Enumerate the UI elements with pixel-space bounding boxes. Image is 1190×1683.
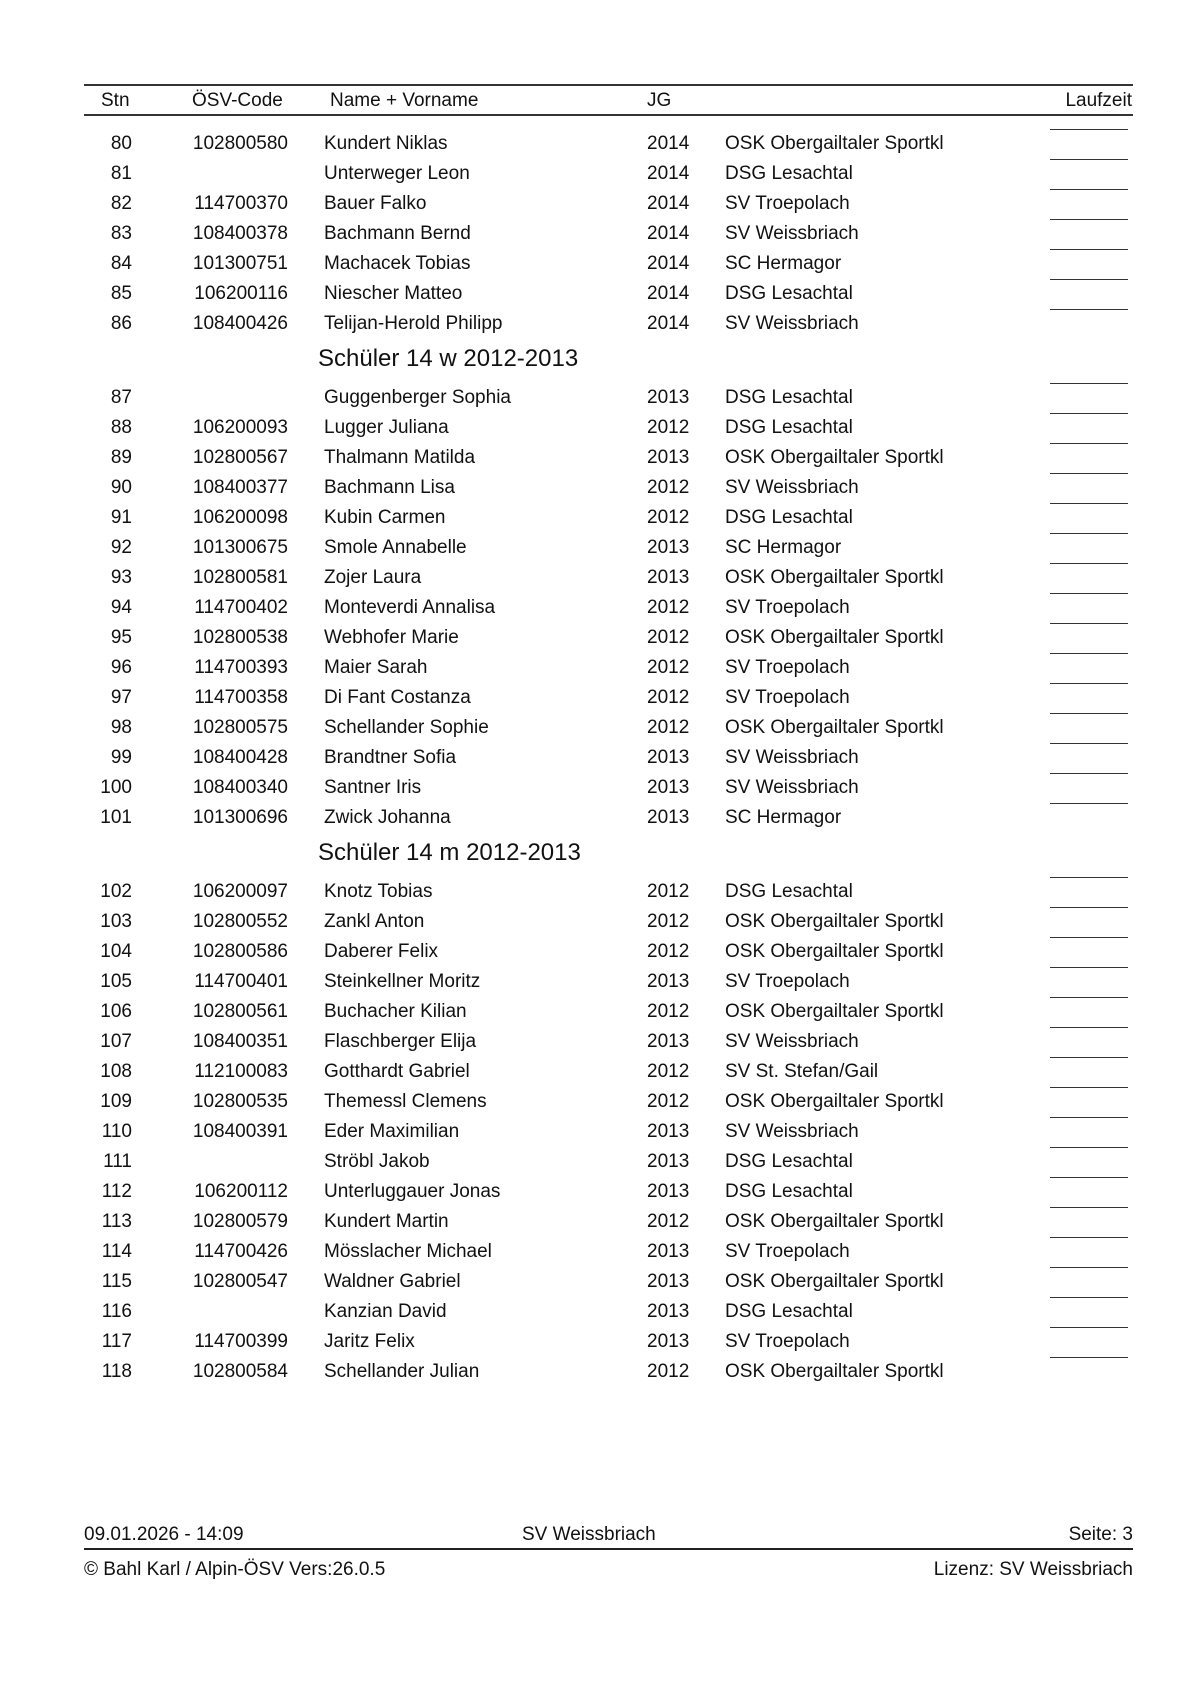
run-time-blank	[1050, 383, 1128, 384]
run-time-blank	[1050, 967, 1128, 968]
osv-code: 102800535	[192, 1091, 288, 1112]
table-row	[0, 413, 1190, 443]
run-time-blank	[1050, 1297, 1128, 1298]
start-number: 114	[101, 1241, 132, 1262]
start-number: 88	[110, 417, 132, 438]
table-row	[0, 1207, 1190, 1237]
start-number: 104	[100, 941, 132, 962]
athlete-name: Maier Sarah	[324, 657, 428, 678]
birth-year: 2013	[647, 1151, 690, 1172]
birth-year: 2012	[647, 1211, 690, 1232]
club-name: SV Troepolach	[725, 597, 850, 618]
osv-code: 106200116	[194, 283, 288, 304]
osv-code: 106200093	[192, 417, 288, 438]
run-time-blank	[1050, 1267, 1128, 1268]
club-name: DSG Lesachtal	[725, 1181, 853, 1202]
athlete-name: Steinkellner Moritz	[324, 971, 481, 992]
run-time-blank	[1050, 1117, 1128, 1118]
osv-code: 101300696	[192, 807, 288, 828]
club-name: OSK Obergailtaler Sportkl	[725, 1211, 944, 1232]
start-number: 89	[110, 447, 132, 468]
footer-page: Seite: 3	[1068, 1524, 1133, 1545]
header-jg: JG	[647, 90, 672, 111]
table-row	[0, 1297, 1190, 1327]
run-time-blank	[1050, 593, 1128, 594]
club-name: OSK Obergailtaler Sportkl	[725, 911, 944, 932]
club-name: SV Troepolach	[725, 657, 850, 678]
athlete-name: Zankl Anton	[324, 911, 425, 932]
table-row	[0, 279, 1190, 309]
table-row	[0, 743, 1190, 773]
run-time-blank	[1050, 279, 1128, 280]
osv-code: 102800584	[192, 1361, 288, 1382]
athlete-name: Unterluggauer Jonas	[324, 1181, 501, 1202]
athlete-name: Webhofer Marie	[324, 627, 459, 648]
club-name: OSK Obergailtaler Sportkl	[725, 1271, 944, 1292]
start-number: 106	[100, 1001, 132, 1022]
osv-code: 108400351	[192, 1031, 288, 1052]
run-time-blank	[1050, 803, 1128, 804]
birth-year: 2013	[647, 1181, 690, 1202]
birth-year: 2013	[647, 387, 690, 408]
osv-code: 108400378	[192, 223, 288, 244]
birth-year: 2014	[647, 193, 690, 214]
osv-code: 108400428	[192, 747, 288, 768]
run-time-blank	[1050, 159, 1128, 160]
osv-code: 114700399	[194, 1331, 288, 1352]
run-time-blank	[1050, 1237, 1128, 1238]
osv-code: 102800552	[192, 911, 288, 932]
athlete-name: Daberer Felix	[324, 941, 439, 962]
section-heading	[0, 339, 1190, 383]
birth-year: 2012	[647, 507, 690, 528]
club-name: DSG Lesachtal	[725, 387, 853, 408]
osv-code: 102800579	[192, 1211, 288, 1232]
table-header	[0, 88, 1190, 114]
table-row	[0, 907, 1190, 937]
club-name: OSK Obergailtaler Sportkl	[725, 567, 944, 588]
table-row	[0, 473, 1190, 503]
club-name: OSK Obergailtaler Sportkl	[725, 941, 944, 962]
birth-year: 2012	[647, 941, 690, 962]
table-row	[0, 1117, 1190, 1147]
club-name: OSK Obergailtaler Sportkl	[725, 717, 944, 738]
start-number: 82	[110, 193, 132, 214]
athlete-name: Waldner Gabriel	[324, 1271, 461, 1292]
birth-year: 2012	[647, 881, 690, 902]
start-number: 84	[110, 253, 132, 274]
run-time-blank	[1050, 713, 1128, 714]
table-row	[0, 189, 1190, 219]
footer-bottom	[0, 1557, 1190, 1583]
run-time-blank	[1050, 503, 1128, 504]
header-top-rule	[84, 84, 1133, 86]
start-number: 100	[100, 777, 132, 798]
footer-rule	[84, 1548, 1133, 1550]
osv-code: 101300751	[192, 253, 288, 274]
athlete-name: Kanzian David	[324, 1301, 447, 1322]
athlete-name: Schellander Sophie	[324, 717, 489, 738]
club-name: SC Hermagor	[725, 253, 842, 274]
club-name: SV Troepolach	[725, 971, 850, 992]
club-name: DSG Lesachtal	[725, 1151, 853, 1172]
osv-code: 112100083	[194, 1061, 288, 1082]
footer-datetime: 09.01.2026 - 14:09	[84, 1524, 244, 1545]
athlete-name: Lugger Juliana	[324, 417, 449, 438]
section-title: Schüler 14 m 2012-2013	[318, 839, 581, 866]
athlete-name: Kundert Martin	[324, 1211, 449, 1232]
athlete-name: Brandtner Sofia	[324, 747, 457, 768]
osv-code: 102800547	[192, 1271, 288, 1292]
osv-code: 102800586	[192, 941, 288, 962]
start-number: 92	[110, 537, 132, 558]
osv-code: 106200097	[192, 881, 288, 902]
run-time-blank	[1050, 1177, 1128, 1178]
birth-year: 2012	[647, 417, 690, 438]
start-number: 91	[110, 507, 132, 528]
osv-code: 101300675	[192, 537, 288, 558]
birth-year: 2012	[647, 717, 690, 738]
header-name: Name + Vorname	[330, 90, 479, 111]
run-time-blank	[1050, 743, 1128, 744]
osv-code: 114700358	[194, 687, 288, 708]
start-list-body	[0, 129, 1190, 1387]
osv-code: 106200098	[192, 507, 288, 528]
osv-code: 102800561	[192, 1001, 288, 1022]
header-stn: Stn	[101, 90, 130, 111]
start-number: 87	[110, 387, 132, 408]
run-time-blank	[1050, 443, 1128, 444]
start-number: 102	[100, 881, 132, 902]
run-time-blank	[1050, 1027, 1128, 1028]
table-row	[0, 159, 1190, 189]
run-time-blank	[1050, 997, 1128, 998]
run-time-blank	[1050, 773, 1128, 774]
club-name: SV Weissbriach	[725, 747, 859, 768]
athlete-name: Eder Maximilian	[324, 1121, 460, 1142]
birth-year: 2013	[647, 537, 690, 558]
athlete-name: Jaritz Felix	[324, 1331, 415, 1352]
club-name: SV Weissbriach	[725, 777, 859, 798]
table-row	[0, 713, 1190, 743]
athlete-name: Niescher Matteo	[324, 283, 463, 304]
table-row	[0, 653, 1190, 683]
birth-year: 2012	[647, 1001, 690, 1022]
club-name: DSG Lesachtal	[725, 507, 853, 528]
table-row	[0, 1147, 1190, 1177]
club-name: OSK Obergailtaler Sportkl	[725, 447, 944, 468]
osv-code: 108400340	[192, 777, 288, 798]
birth-year: 2013	[647, 1121, 690, 1142]
athlete-name: Bauer Falko	[324, 193, 427, 214]
start-number: 110	[101, 1121, 132, 1142]
osv-code: 106200112	[194, 1181, 288, 1202]
table-row	[0, 503, 1190, 533]
run-time-blank	[1050, 309, 1128, 310]
start-number: 107	[100, 1031, 132, 1052]
athlete-name: Telijan-Herold Philipp	[324, 313, 503, 334]
birth-year: 2012	[647, 1361, 690, 1382]
athlete-name: Machacek Tobias	[324, 253, 471, 274]
start-number: 93	[110, 567, 132, 588]
table-row	[0, 129, 1190, 159]
table-row	[0, 1267, 1190, 1297]
table-row	[0, 773, 1190, 803]
start-number: 99	[110, 747, 132, 768]
run-time-blank	[1050, 413, 1128, 414]
birth-year: 2012	[647, 687, 690, 708]
birth-year: 2012	[647, 627, 690, 648]
table-row	[0, 383, 1190, 413]
birth-year: 2014	[647, 133, 690, 154]
start-number: 105	[100, 971, 132, 992]
run-time-blank	[1050, 623, 1128, 624]
birth-year: 2013	[647, 1301, 690, 1322]
table-row	[0, 443, 1190, 473]
club-name: DSG Lesachtal	[725, 881, 853, 902]
birth-year: 2012	[647, 1091, 690, 1112]
table-row	[0, 877, 1190, 907]
birth-year: 2012	[647, 911, 690, 932]
start-number: 103	[100, 911, 132, 932]
athlete-name: Bachmann Bernd	[324, 223, 471, 244]
athlete-name: Schellander Julian	[324, 1361, 480, 1382]
table-row	[0, 593, 1190, 623]
birth-year: 2012	[647, 657, 690, 678]
athlete-name: Guggenberger Sophia	[324, 387, 511, 408]
start-number: 80	[110, 133, 132, 154]
table-row	[0, 937, 1190, 967]
club-name: SV Troepolach	[725, 193, 850, 214]
birth-year: 2013	[647, 807, 690, 828]
birth-year: 2013	[647, 777, 690, 798]
club-name: OSK Obergailtaler Sportkl	[725, 133, 944, 154]
run-time-blank	[1050, 653, 1128, 654]
club-name: SC Hermagor	[725, 807, 842, 828]
table-row	[0, 1237, 1190, 1267]
club-name: SV Weissbriach	[725, 223, 859, 244]
birth-year: 2013	[647, 567, 690, 588]
birth-year: 2013	[647, 1271, 690, 1292]
athlete-name: Zojer Laura	[324, 567, 422, 588]
footer-top	[0, 1522, 1190, 1548]
start-number: 118	[101, 1361, 132, 1382]
athlete-name: Zwick Johanna	[324, 807, 451, 828]
osv-code: 102800575	[192, 717, 288, 738]
club-name: DSG Lesachtal	[725, 1301, 853, 1322]
birth-year: 2014	[647, 313, 690, 334]
run-time-blank	[1050, 683, 1128, 684]
birth-year: 2014	[647, 253, 690, 274]
table-row	[0, 1357, 1190, 1387]
birth-year: 2013	[647, 447, 690, 468]
table-row	[0, 997, 1190, 1027]
run-time-blank	[1050, 189, 1128, 190]
start-number: 111	[103, 1151, 132, 1172]
footer-license: Lizenz: SV Weissbriach	[933, 1559, 1133, 1580]
osv-code: 114700370	[194, 193, 288, 214]
start-number: 112	[101, 1181, 132, 1202]
table-row	[0, 1027, 1190, 1057]
club-name: DSG Lesachtal	[725, 163, 853, 184]
club-name: OSK Obergailtaler Sportkl	[725, 1091, 944, 1112]
birth-year: 2014	[647, 283, 690, 304]
run-time-blank	[1050, 219, 1128, 220]
osv-code: 114700402	[194, 597, 288, 618]
osv-code: 108400426	[192, 313, 288, 334]
birth-year: 2012	[647, 477, 690, 498]
table-row	[0, 1327, 1190, 1357]
table-row	[0, 623, 1190, 653]
athlete-name: Smole Annabelle	[324, 537, 467, 558]
start-number: 117	[101, 1331, 132, 1352]
birth-year: 2014	[647, 163, 690, 184]
osv-code: 114700401	[194, 971, 288, 992]
club-name: SV Weissbriach	[725, 477, 859, 498]
osv-code: 102800538	[192, 627, 288, 648]
athlete-name: Flaschberger Elija	[324, 1031, 477, 1052]
table-row	[0, 1177, 1190, 1207]
footer-organizer: SV Weissbriach	[522, 1524, 656, 1545]
start-number: 98	[110, 717, 132, 738]
table-row	[0, 1057, 1190, 1087]
start-number: 97	[110, 687, 132, 708]
start-number: 83	[110, 223, 132, 244]
start-number: 113	[101, 1211, 132, 1232]
club-name: DSG Lesachtal	[725, 417, 853, 438]
section-title: Schüler 14 w 2012-2013	[318, 345, 579, 372]
run-time-blank	[1050, 1207, 1128, 1208]
osv-code: 114700426	[194, 1241, 288, 1262]
athlete-name: Ströbl Jakob	[324, 1151, 430, 1172]
table-row	[0, 967, 1190, 997]
header-bottom-rule	[84, 114, 1133, 116]
run-time-blank	[1050, 533, 1128, 534]
club-name: DSG Lesachtal	[725, 283, 853, 304]
athlete-name: Gotthardt Gabriel	[324, 1061, 470, 1082]
athlete-name: Monteverdi Annalisa	[324, 597, 496, 618]
athlete-name: Themessl Clemens	[324, 1091, 487, 1112]
birth-year: 2014	[647, 223, 690, 244]
table-row	[0, 563, 1190, 593]
club-name: OSK Obergailtaler Sportkl	[725, 1001, 944, 1022]
club-name: SV Troepolach	[725, 1241, 850, 1262]
run-time-blank	[1050, 1147, 1128, 1148]
table-row	[0, 803, 1190, 833]
osv-code: 108400391	[192, 1121, 288, 1142]
athlete-name: Unterweger Leon	[324, 163, 470, 184]
club-name: SC Hermagor	[725, 537, 842, 558]
osv-code: 102800567	[192, 447, 288, 468]
athlete-name: Kubin Carmen	[324, 507, 446, 528]
run-time-blank	[1050, 1057, 1128, 1058]
run-time-blank	[1050, 907, 1128, 908]
start-number: 85	[110, 283, 132, 304]
birth-year: 2013	[647, 971, 690, 992]
club-name: SV Troepolach	[725, 1331, 850, 1352]
start-number: 94	[110, 597, 132, 618]
athlete-name: Santner Iris	[324, 777, 422, 798]
run-time-blank	[1050, 877, 1128, 878]
table-row	[0, 219, 1190, 249]
footer-copyright: © Bahl Karl / Alpin-ÖSV Vers:26.0.5	[84, 1559, 386, 1580]
start-number: 108	[100, 1061, 132, 1082]
athlete-name: Kundert Niklas	[324, 133, 448, 154]
table-row	[0, 249, 1190, 279]
club-name: SV Weissbriach	[725, 313, 859, 334]
athlete-name: Buchacher Kilian	[324, 1001, 467, 1022]
run-time-blank	[1050, 129, 1128, 130]
table-row	[0, 533, 1190, 563]
table-row	[0, 1087, 1190, 1117]
run-time-blank	[1050, 473, 1128, 474]
club-name: OSK Obergailtaler Sportkl	[725, 1361, 944, 1382]
athlete-name: Mösslacher Michael	[324, 1241, 492, 1262]
start-number: 115	[101, 1271, 132, 1292]
birth-year: 2013	[647, 1031, 690, 1052]
run-time-blank	[1050, 1327, 1128, 1328]
osv-code: 114700393	[194, 657, 288, 678]
birth-year: 2013	[647, 1331, 690, 1352]
osv-code: 108400377	[192, 477, 288, 498]
start-number: 90	[110, 477, 132, 498]
club-name: SV St. Stefan/Gail	[725, 1061, 879, 1082]
athlete-name: Bachmann Lisa	[324, 477, 455, 498]
start-number: 109	[100, 1091, 132, 1112]
table-row	[0, 683, 1190, 713]
run-time-blank	[1050, 1357, 1128, 1358]
run-time-blank	[1050, 1087, 1128, 1088]
club-name: SV Troepolach	[725, 687, 850, 708]
table-row	[0, 309, 1190, 339]
birth-year: 2012	[647, 1061, 690, 1082]
birth-year: 2012	[647, 597, 690, 618]
start-number: 96	[110, 657, 132, 678]
run-time-blank	[1050, 563, 1128, 564]
club-name: SV Weissbriach	[725, 1031, 859, 1052]
athlete-name: Thalmann Matilda	[324, 447, 476, 468]
section-heading	[0, 833, 1190, 877]
osv-code: 102800580	[192, 133, 288, 154]
header-time: Laufzeit	[1065, 90, 1132, 111]
start-number: 95	[110, 627, 132, 648]
birth-year: 2013	[647, 747, 690, 768]
run-time-blank	[1050, 937, 1128, 938]
start-number: 116	[101, 1301, 132, 1322]
run-time-blank	[1050, 249, 1128, 250]
osv-code: 102800581	[192, 567, 288, 588]
start-number: 81	[110, 163, 132, 184]
start-number: 86	[110, 313, 132, 334]
club-name: OSK Obergailtaler Sportkl	[725, 627, 944, 648]
birth-year: 2013	[647, 1241, 690, 1262]
start-number: 101	[100, 807, 132, 828]
athlete-name: Knotz Tobias	[324, 881, 433, 902]
athlete-name: Di Fant Costanza	[324, 687, 471, 708]
header-code: ÖSV-Code	[192, 90, 283, 111]
club-name: SV Weissbriach	[725, 1121, 859, 1142]
